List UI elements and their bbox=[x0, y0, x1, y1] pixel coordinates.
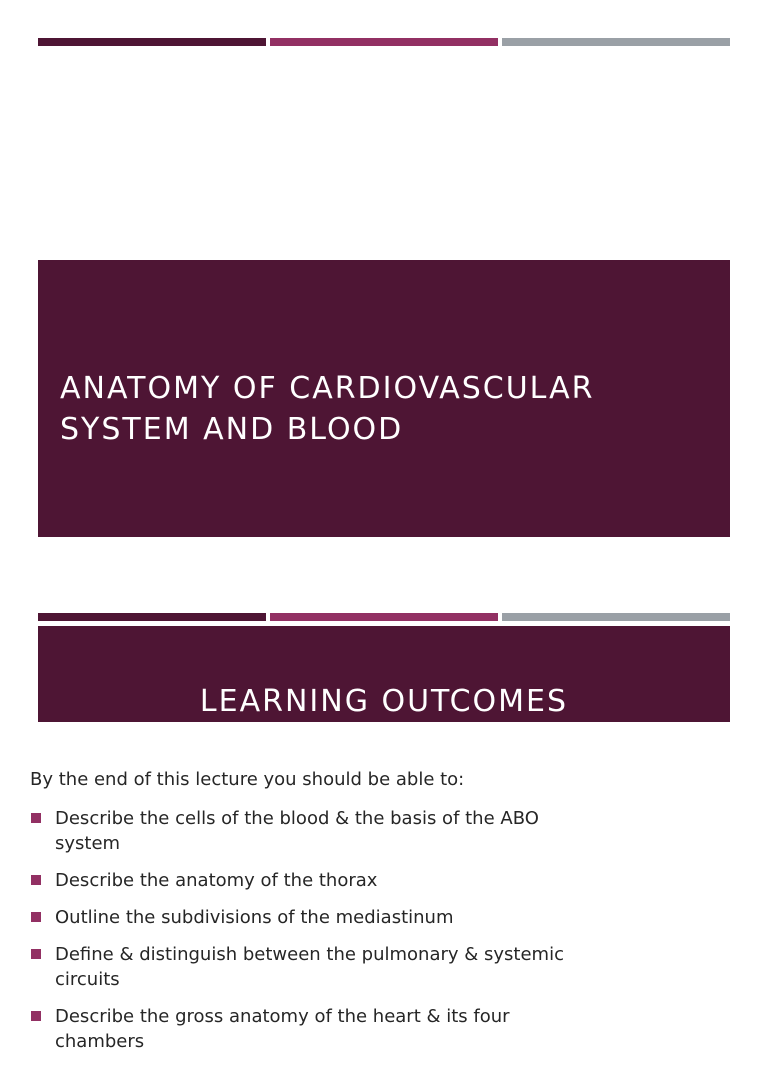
list-item bbox=[30, 1004, 590, 1054]
stripe-accent bbox=[270, 38, 498, 46]
square-bullet-icon bbox=[31, 875, 41, 885]
list-item bbox=[30, 806, 590, 856]
square-bullet-icon bbox=[31, 912, 41, 922]
intro-text: By the end of this lecture you should be able to: bbox=[30, 769, 465, 790]
list-item bbox=[30, 868, 590, 893]
square-bullet-icon bbox=[31, 1011, 41, 1021]
stripe-dark bbox=[38, 38, 266, 46]
outcome-text: Outline the subdivisions of the mediastinum bbox=[55, 907, 454, 928]
title-banner bbox=[38, 260, 730, 537]
outcome-text: Describe the cells of the blood & the basis of the ABO system bbox=[55, 808, 539, 854]
outcome-text: Describe the anatomy of the thorax bbox=[55, 870, 378, 891]
stripe-accent bbox=[270, 613, 498, 621]
stripe-dark bbox=[38, 613, 266, 621]
outcome-text: Define & distinguish between the pulmonary & systemic circuits bbox=[55, 944, 564, 990]
list-item bbox=[30, 905, 590, 930]
header-banner bbox=[38, 626, 730, 722]
outcome-text: Describe the gross anatomy of the heart & its four chambers bbox=[55, 1006, 510, 1052]
square-bullet-icon bbox=[31, 813, 41, 823]
slide-title: ANATOMY OF CARDIOVASCULAR SYSTEM AND BLOOD bbox=[60, 371, 595, 447]
stripe-gray bbox=[502, 38, 730, 46]
list-item bbox=[30, 942, 590, 992]
learning-outcomes-list bbox=[30, 806, 590, 1066]
section-heading: LEARNING OUTCOMES bbox=[199, 684, 569, 719]
square-bullet-icon bbox=[31, 949, 41, 959]
stripe-gray bbox=[502, 613, 730, 621]
